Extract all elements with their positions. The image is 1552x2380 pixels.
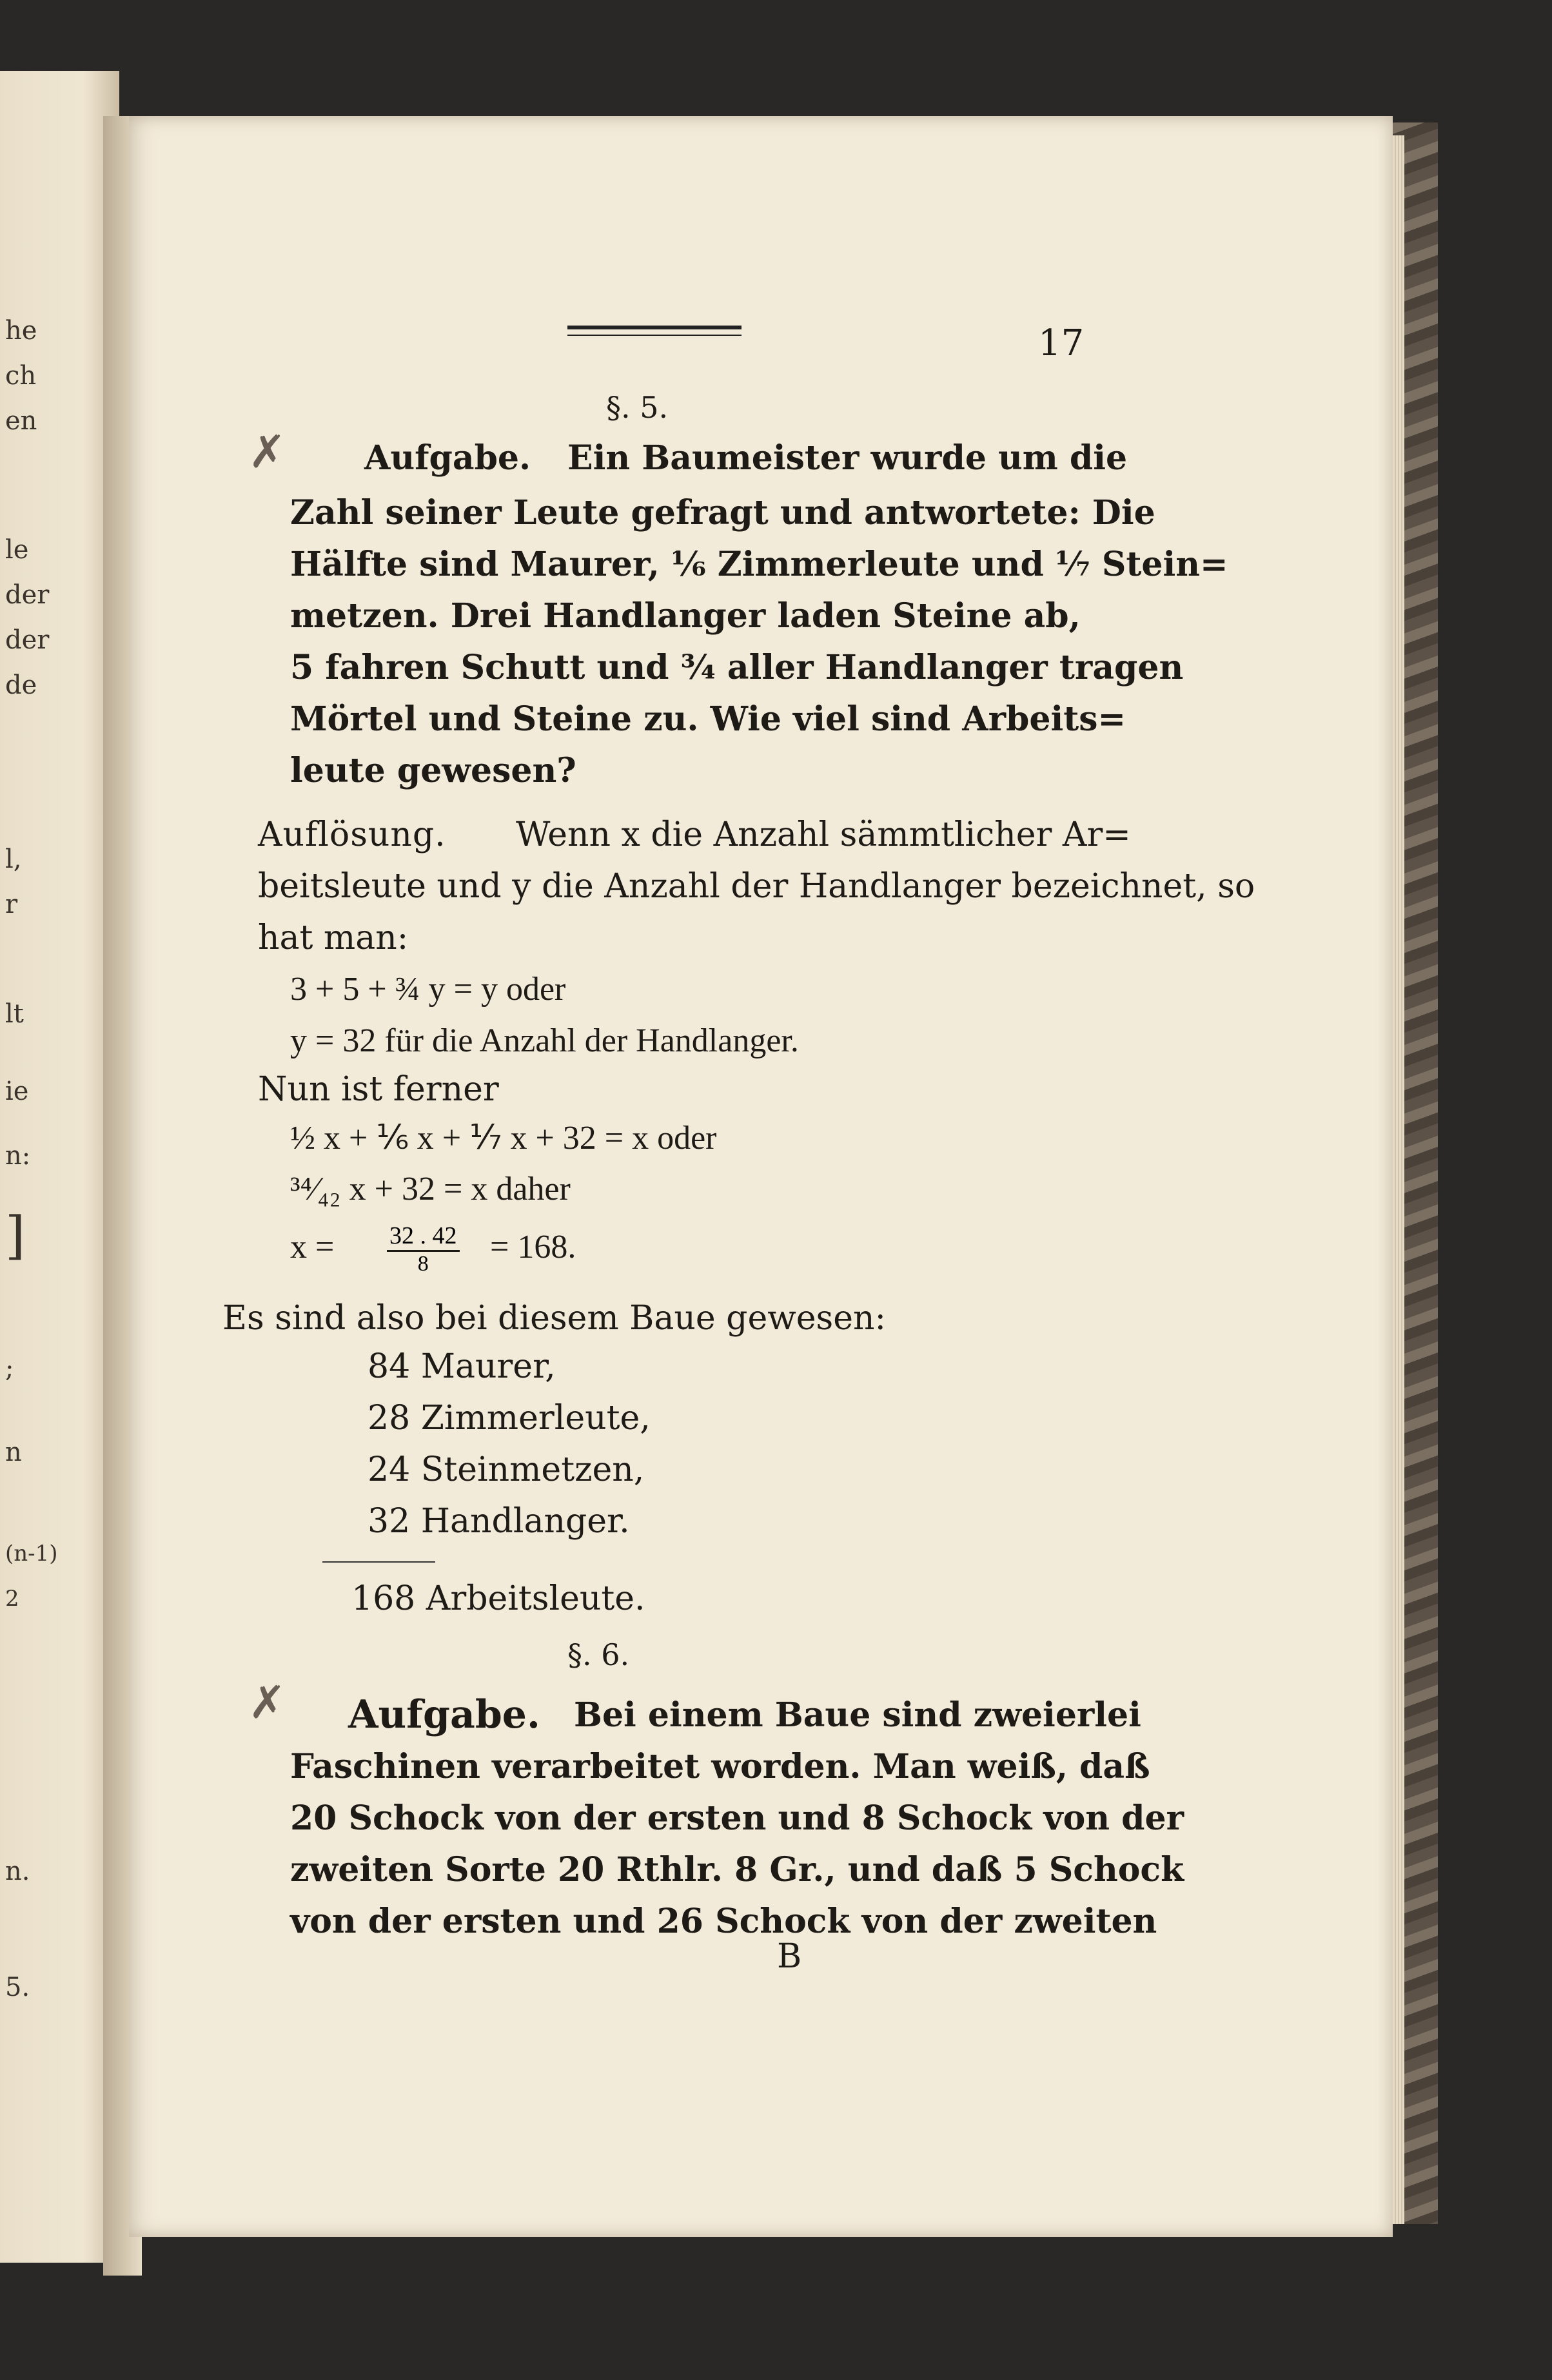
task-line: Mörtel und Steine zu. Wie viel sind Arbeits= — [290, 699, 1126, 739]
left-fragment: de — [5, 670, 37, 700]
left-fragment: lt — [5, 999, 24, 1029]
result-total: 168 Arbeitsleute. — [351, 1579, 645, 1618]
left-fragment: n — [5, 1438, 22, 1467]
task-label: Aufgabe. — [348, 1692, 540, 1737]
equation: ½ x + ⅙ x + ⅐ x + 32 = x oder — [290, 1120, 717, 1156]
signature-mark: B — [777, 1937, 802, 1976]
fraction-numerator: 32 . 42 — [387, 1222, 460, 1252]
equation-left: x = — [290, 1229, 335, 1265]
left-fragment: der — [5, 625, 50, 655]
solution-line: beitsleute und y die Anzahl der Handlanger bezeichnet, so — [258, 867, 1255, 906]
task-line: Faschinen verarbeitet worden. Man weiß, daß — [290, 1747, 1150, 1786]
left-fragment: 2 — [5, 1586, 19, 1612]
left-fragment: der — [5, 580, 50, 610]
left-fragment: n. — [5, 1857, 30, 1886]
text-line: Nun ist ferner — [258, 1070, 499, 1109]
page-number: 17 — [1038, 322, 1085, 364]
solution-line: Wenn x die Anzahl sämmtlicher Ar= — [516, 815, 1131, 854]
left-fragment: ; — [5, 1354, 14, 1383]
pencil-cross-mark: ✗ — [248, 1676, 286, 1729]
task-line: 20 Schock von der ersten und 8 Schock von der — [290, 1799, 1184, 1838]
left-page-edge — [0, 71, 119, 2263]
equation: ³⁴⁄₄₂ x + 32 = x daher — [290, 1171, 571, 1207]
equation: 3 + 5 + ¾ y = y oder — [290, 971, 566, 1008]
left-fragment: le — [5, 535, 29, 565]
solution-label: Auflösung. — [258, 815, 446, 854]
left-fragment: he — [5, 316, 37, 346]
left-fragment: en — [5, 406, 37, 436]
task-line: leute gewesen? — [290, 751, 576, 790]
task-line: 5 fahren Schutt und ¾ aller Handlanger tragen — [290, 648, 1184, 687]
equation-fraction — [387, 1222, 460, 1276]
task-line: Bei einem Baue sind zweierlei — [574, 1695, 1141, 1735]
task-line: zweiten Sorte 20 Rthlr. 8 Gr., und daß 5 Schock — [290, 1850, 1184, 1889]
pencil-cross-mark: ✗ — [248, 425, 286, 478]
task-line: Hälfte sind Maurer, ⅙ Zimmerleute und ⅐ Stein= — [290, 545, 1228, 584]
left-fragment: ch — [5, 361, 37, 391]
result-item: 28 Zimmerleute, — [368, 1399, 651, 1438]
left-fragment: r — [5, 890, 18, 919]
sum-rule — [322, 1561, 435, 1563]
section-heading: §. 5. — [606, 390, 669, 425]
task-label: Aufgabe. — [364, 438, 531, 478]
task-line: Zahl seiner Leute gefragt und antwortete: Die — [290, 493, 1155, 532]
solution-line: hat man: — [258, 919, 409, 957]
section-heading: §. 6. — [567, 1637, 630, 1672]
result-item: 32 Handlanger. — [368, 1502, 630, 1541]
header-rule — [567, 326, 742, 341]
left-fragment: ie — [5, 1077, 29, 1106]
task-line: von der ersten und 26 Schock von der zweiten — [290, 1902, 1157, 1941]
task-line: metzen. Drei Handlanger laden Steine ab, — [290, 596, 1081, 636]
left-fragment: ] — [5, 1205, 26, 1265]
result-intro: Es sind also bei diesem Baue gewesen: — [222, 1299, 886, 1338]
equation-right: = 168. — [490, 1229, 576, 1265]
left-fragment: n: — [5, 1141, 31, 1171]
left-fragment: (n-1) — [5, 1541, 58, 1566]
fraction-denominator: 8 — [417, 1252, 429, 1276]
task-line: Ein Baumeister wurde um die — [567, 438, 1128, 478]
equation: y = 32 für die Anzahl der Handlanger. — [290, 1022, 799, 1059]
left-fragment: l, — [5, 844, 22, 874]
result-item: 24 Steinmetzen, — [368, 1450, 645, 1489]
result-item: 84 Maurer, — [368, 1347, 556, 1386]
left-fragment: 5. — [5, 1973, 30, 2002]
